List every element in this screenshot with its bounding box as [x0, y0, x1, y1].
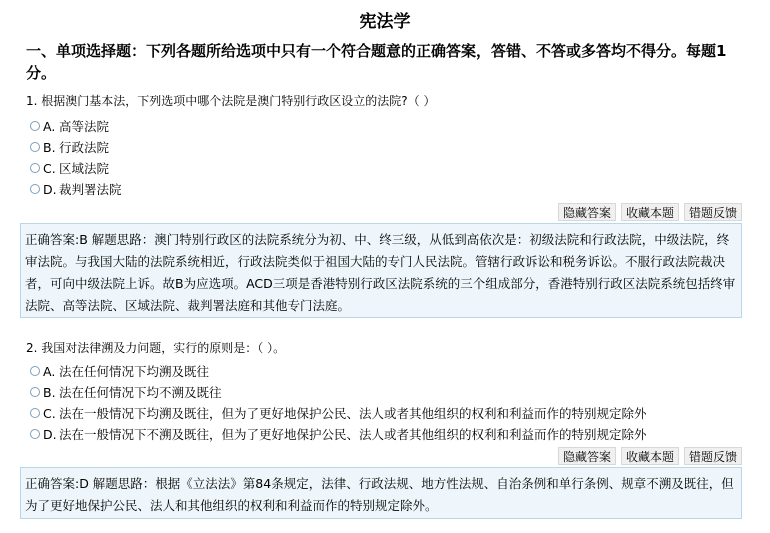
option-text: 区域法院 [59, 161, 110, 176]
option-letter: A. [43, 118, 56, 134]
section-heading: 一、单项选择题：下列各题所给选项中只有一个符合题意的正确答案，答错、不答或多答均不得分。每题1分。 [26, 42, 727, 82]
favorite-button[interactable]: 收藏本题 [621, 203, 679, 221]
option-letter: C. [43, 160, 56, 176]
radio-button[interactable] [30, 184, 40, 194]
option-text: 法在任何情况下均不溯及既往 [59, 385, 222, 400]
option-letter: A. [43, 363, 56, 379]
option-text: 行政法院 [59, 140, 110, 155]
radio-button[interactable] [30, 408, 40, 418]
page-title: 宪法学 [359, 12, 411, 32]
question-toolbar [558, 447, 742, 465]
question-text: 1. 根据澳门基本法，下列选项中哪个法院是澳门特别行政区设立的法院?（ ） [26, 94, 436, 108]
answer-explanation: 正确答案:D 解题思路：根据《立法法》第84条规定，法律、行政法规、地方性法规、自治条例和单行条例、规章不溯及既往，但为了更好地保护公民、法人和其他组织的权利和利益而作的特别规定除外。 [20, 467, 742, 519]
option-c[interactable] [30, 159, 109, 177]
hide-answer-button[interactable]: 隐藏答案 [558, 203, 616, 221]
option-text: 裁判署法院 [59, 182, 122, 197]
hide-answer-button[interactable]: 隐藏答案 [558, 447, 616, 465]
option-a[interactable] [30, 117, 109, 135]
radio-button[interactable] [30, 387, 40, 397]
option-c[interactable] [30, 404, 647, 422]
radio-button[interactable] [30, 429, 40, 439]
option-letter: C. [43, 405, 56, 421]
favorite-button[interactable]: 收藏本题 [621, 447, 679, 465]
radio-button[interactable] [30, 366, 40, 376]
radio-button[interactable] [30, 142, 40, 152]
option-text: 高等法院 [59, 119, 110, 134]
option-text: 法在一般情况下均溯及既往，但为了更好地保护公民、法人或者其他组织的权利和利益而作的特别规定除外 [59, 406, 647, 421]
option-a[interactable] [30, 362, 209, 380]
option-letter: D. [43, 426, 57, 442]
answer-explanation: 正确答案:B 解题思路：澳门特别行政区的法院系统分为初、中、终三级，从低到高依次是：初级法院和行政法院，中级法院，终审法院。与我国大陆的法院系统相近，行政法院类似于祖国大陆的专门人民法院。管辖行政诉讼和税务诉讼。不服行政法院裁决者，可向中级法院上诉。故B为应选项。ACD三项是香港特别行政区法院系统的三个组成部分，香港特别行政区法院系统包括终审法院、高等法院、区域法院、裁判署法庭和其他专门法庭。 [20, 223, 742, 318]
report-error-button[interactable]: 错题反馈 [684, 203, 742, 221]
option-b[interactable] [30, 138, 109, 156]
question-text: 2. 我国对法律溯及力问题，实行的原则是：（ ）。 [26, 341, 286, 355]
option-letter: B. [43, 384, 56, 400]
option-d[interactable] [30, 425, 647, 443]
radio-button[interactable] [30, 121, 40, 131]
option-b[interactable] [30, 383, 222, 401]
report-error-button[interactable]: 错题反馈 [684, 447, 742, 465]
option-d[interactable] [30, 180, 122, 198]
option-text: 法在任何情况下均溯及既往 [59, 364, 210, 379]
question-toolbar [558, 203, 742, 221]
option-text: 法在一般情况下不溯及既往，但为了更好地保护公民、法人或者其他组织的权利和利益而作的特别规定除外 [59, 427, 647, 442]
option-letter: D. [43, 181, 57, 197]
radio-button[interactable] [30, 163, 40, 173]
option-letter: B. [43, 139, 56, 155]
